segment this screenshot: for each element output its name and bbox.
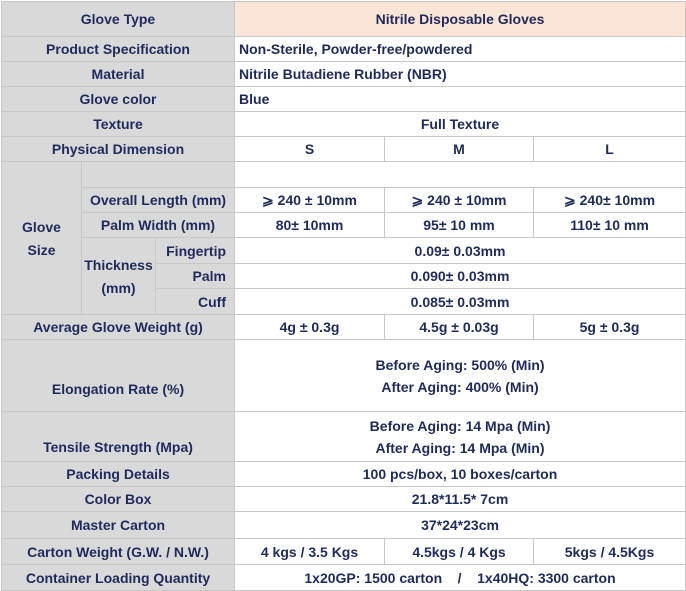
carton-weight-m: 4.5kgs / 4 Kgs (385, 539, 534, 565)
elongation-before-aging: Before Aging: 500% (Min) (375, 356, 545, 373)
row-tensile-strength (2, 412, 686, 462)
value-glove-type: Nitrile Disposable Gloves (235, 2, 686, 37)
label-master-carton: Master Carton (2, 512, 235, 539)
carton-weight-l: 5kgs / 4.5Kgs (534, 539, 686, 565)
value-elongation-rate (235, 340, 686, 412)
label-physical-dimension: Physical Dimension (2, 137, 235, 162)
tensile-before-aging: Before Aging: 14 Mpa (Min) (369, 417, 551, 434)
row-palm-width (2, 213, 686, 238)
label-palm: Palm (156, 264, 235, 289)
label-cuff: Cuff (156, 289, 235, 315)
row-spacer (2, 162, 686, 188)
label-palm-width: Palm Width (mm) (82, 213, 235, 238)
value-glove-color: Blue (235, 87, 686, 112)
value-container-loading: 1x20GP: 1500 carton / 1x40HQ: 3300 carton (235, 565, 686, 591)
average-weight-l: 5g ± 0.3g (534, 315, 686, 340)
label-thickness-line1: Thickness (84, 256, 153, 273)
value-product-specification: Non-Sterile, Powder-free/powdered (235, 37, 686, 62)
overall-length-s: ⩾ 240 ± 10mm (235, 188, 385, 213)
value-cuff: 0.085± 0.03mm (235, 289, 686, 315)
elongation-after-aging: After Aging: 400% (Min) (381, 378, 539, 395)
spec-table (1, 1, 686, 591)
label-thickness (82, 238, 156, 315)
row-average-weight (2, 315, 686, 340)
overall-length-l: ⩾ 240± 10mm (534, 188, 686, 213)
row-master-carton (2, 512, 686, 539)
palm-width-m: 95± 10 mm (385, 213, 534, 238)
size-m: M (385, 137, 534, 162)
row-elongation-rate (2, 340, 686, 412)
label-thickness-line2: (mm) (101, 279, 136, 296)
overall-length-m: ⩾ 240 ± 10mm (385, 188, 534, 213)
label-tensile-strength: Tensile Strength (Mpa) (2, 412, 235, 462)
row-thickness-fingertip (2, 238, 686, 264)
value-color-box: 21.8*11.5* 7cm (235, 487, 686, 512)
row-glove-color (2, 87, 686, 112)
spacer-label (82, 162, 235, 188)
label-color-box: Color Box (2, 487, 235, 512)
row-physical-dimension (2, 137, 686, 162)
row-color-box (2, 487, 686, 512)
row-texture (2, 112, 686, 137)
row-carton-weight (2, 539, 686, 565)
value-palm: 0.090± 0.03mm (235, 264, 686, 289)
label-average-weight: Average Glove Weight (g) (2, 315, 235, 340)
average-weight-s: 4g ± 0.3g (235, 315, 385, 340)
tensile-after-aging: After Aging: 14 Mpa (Min) (375, 439, 545, 456)
value-material: Nitrile Butadiene Rubber (NBR) (235, 62, 686, 87)
label-elongation-rate: Elongation Rate (%) (2, 340, 235, 412)
spacer-value (235, 162, 686, 188)
average-weight-m: 4.5g ± 0.03g (385, 315, 534, 340)
label-container-loading: Container Loading Quantity (2, 565, 235, 591)
value-fingertip: 0.09± 0.03mm (235, 238, 686, 264)
label-texture: Texture (2, 112, 235, 137)
label-material: Material (2, 62, 235, 87)
size-s: S (235, 137, 385, 162)
value-tensile-strength (235, 412, 686, 462)
label-glove-type: Glove Type (2, 2, 235, 37)
row-product-specification (2, 37, 686, 62)
label-glove-color: Glove color (2, 87, 235, 112)
value-texture: Full Texture (235, 112, 686, 137)
value-master-carton: 37*24*23cm (235, 512, 686, 539)
palm-width-l: 110± 10 mm (534, 213, 686, 238)
label-glove-size-line1: Glove (22, 218, 61, 235)
label-glove-size-line2: Size (27, 241, 56, 258)
row-overall-length (2, 188, 686, 213)
row-glove-type (2, 2, 686, 37)
palm-width-s: 80± 10mm (235, 213, 385, 238)
label-carton-weight: Carton Weight (G.W. / N.W.) (2, 539, 235, 565)
size-l: L (534, 137, 686, 162)
label-product-specification: Product Specification (2, 37, 235, 62)
label-overall-length: Overall Length (mm) (82, 188, 235, 213)
row-material (2, 62, 686, 87)
row-container-loading (2, 565, 686, 591)
carton-weight-s: 4 kgs / 3.5 Kgs (235, 539, 385, 565)
label-fingertip: Fingertip (156, 238, 235, 264)
row-packing-details (2, 462, 686, 487)
label-packing-details: Packing Details (2, 462, 235, 487)
value-packing-details: 100 pcs/box, 10 boxes/carton (235, 462, 686, 487)
label-glove-size (2, 162, 82, 315)
